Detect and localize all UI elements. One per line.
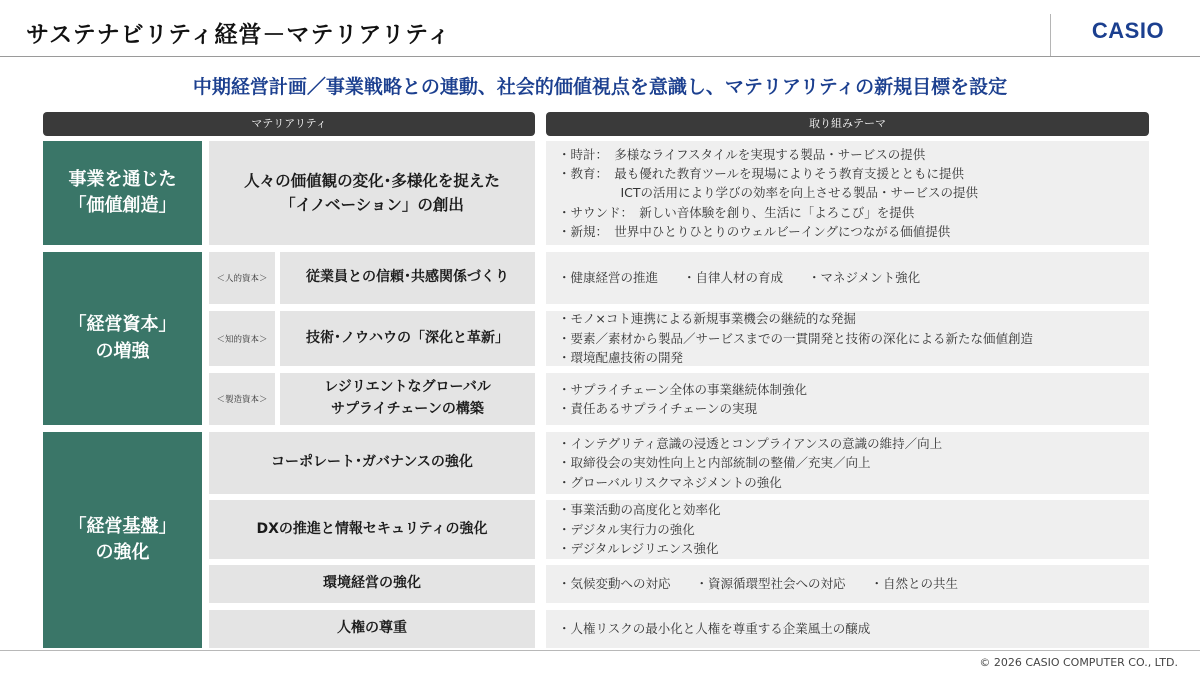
materiality-cell <box>209 610 535 648</box>
theme-cell <box>546 565 1149 603</box>
themes-column-header: 取り組みテーマ <box>546 112 1149 136</box>
theme-item: ・インテグリティ意識の浸透とコンプライアンスの意識の維持／向上 <box>558 435 943 451</box>
slide-title: サステナビリティ経営－マテリアリティ <box>26 22 452 48</box>
copyright-text: © 2026 CASIO COMPUTER CO., LTD. <box>979 656 1178 669</box>
theme-cell <box>546 311 1149 366</box>
materiality-cell <box>280 373 535 425</box>
materiality-label: 従業員との信頼･共感関係づくり <box>306 269 509 286</box>
capital-label-cell <box>209 311 275 366</box>
theme-cell <box>546 252 1149 304</box>
theme-cell <box>546 141 1149 245</box>
theme-item: ・デジタル実行力の強化 <box>558 521 695 537</box>
logo-separator <box>1050 14 1051 56</box>
theme-item: ・健康経営の推進 ・自律人材の育成 ・マネジメント強化 <box>558 270 921 286</box>
materiality-cell <box>209 141 535 245</box>
casio-logo: CASIO <box>1091 18 1165 43</box>
theme-item: ・環境配慮技術の開発 <box>558 350 684 366</box>
materiality-label: 環境経営の強化 <box>323 575 421 592</box>
capital-label-manufacturing: ＜製造資本＞ <box>216 395 268 405</box>
theme-item: ・責任あるサプライチェーンの実現 <box>558 401 758 416</box>
theme-item: ・気候変動への対応 ・資源循環型社会への対応 ・自然との共生 <box>558 576 959 592</box>
slide-subtitle: 中期経営計画／事業戦略との連動、社会的価値視点を意識し、マテリアリティの新規目標を設定 <box>192 76 1008 98</box>
theme-item: ・グローバルリスクマネジメントの強化 <box>558 474 782 490</box>
theme-item: ・サウンド： 新しい音体験を創り、生活に「よろこび」を提供 <box>558 204 915 220</box>
theme-item: ・サプライチェーン全体の事業継続体制強化 <box>558 381 808 397</box>
materiality-label: 技術･ノウハウの「深化と革新」 <box>306 329 509 346</box>
materiality-cell <box>209 432 535 494</box>
category-management-capital: 「経営資本」 の増強 <box>43 252 202 425</box>
materiality-cell <box>209 565 535 603</box>
materiality-cell <box>280 252 535 304</box>
theme-item: ・要素／素材から製品／サービスまでの一貫開発と技術の深化による新たな価値創造 <box>558 330 1034 346</box>
capital-label-cell <box>209 252 275 304</box>
materiality-label: DXの推進と情報セキュリティの強化 <box>256 520 488 537</box>
capital-label-cell <box>209 373 275 425</box>
theme-item: ・モノ×コト連携による新規事業機会の継続的な発掘 <box>558 311 856 327</box>
theme-item: ・事業活動の高度化と効率化 <box>558 502 721 518</box>
theme-item: ・取締役会の実効性向上と内部統制の整備／充実／向上 <box>558 455 871 471</box>
theme-item: ・デジタルレジリエンス強化 <box>558 541 719 557</box>
capital-label-human: ＜人的資本＞ <box>216 274 268 284</box>
materiality-label: コーポレート･ガバナンスの強化 <box>271 454 473 471</box>
theme-cell <box>546 500 1149 559</box>
theme-item: ICTの活用により学びの効率を向上させる製品・サービスの提供 <box>558 185 979 201</box>
materiality-label: レジリエントなグローバル サプライチェーンの構築 <box>324 379 491 417</box>
capital-label-intellectual: ＜知的資本＞ <box>216 334 268 345</box>
theme-item: ・教育： 最も優れた教育ツールを現場によりそう教育支援とともに提供 <box>558 165 965 181</box>
theme-item: ・時計： 多様なライフスタイルを実現する製品・サービスの提供 <box>558 146 926 162</box>
theme-cell <box>546 610 1149 648</box>
footer-divider <box>0 650 1200 651</box>
theme-item: ・人権リスクの最小化と人権を尊重する企業風土の醸成 <box>558 621 871 637</box>
theme-item: ・新規： 世界中ひとりひとりのウェルビーイングにつながる価値提供 <box>558 224 951 240</box>
materiality-label: 人々の価値観の変化･多様化を捉えた 「イノベーション」の創出 <box>244 171 500 214</box>
title-divider <box>0 56 1200 57</box>
materiality-label: 人権の尊重 <box>337 620 407 637</box>
materiality-column-header: マテリアリティ <box>43 112 535 136</box>
category-management-foundation: 「経営基盤」 の強化 <box>43 432 202 648</box>
theme-cell <box>546 432 1149 494</box>
category-value-creation: 事業を通じた 「価値創造」 <box>43 141 202 245</box>
theme-cell <box>546 373 1149 425</box>
materiality-cell <box>280 311 535 366</box>
materiality-cell <box>209 500 535 559</box>
